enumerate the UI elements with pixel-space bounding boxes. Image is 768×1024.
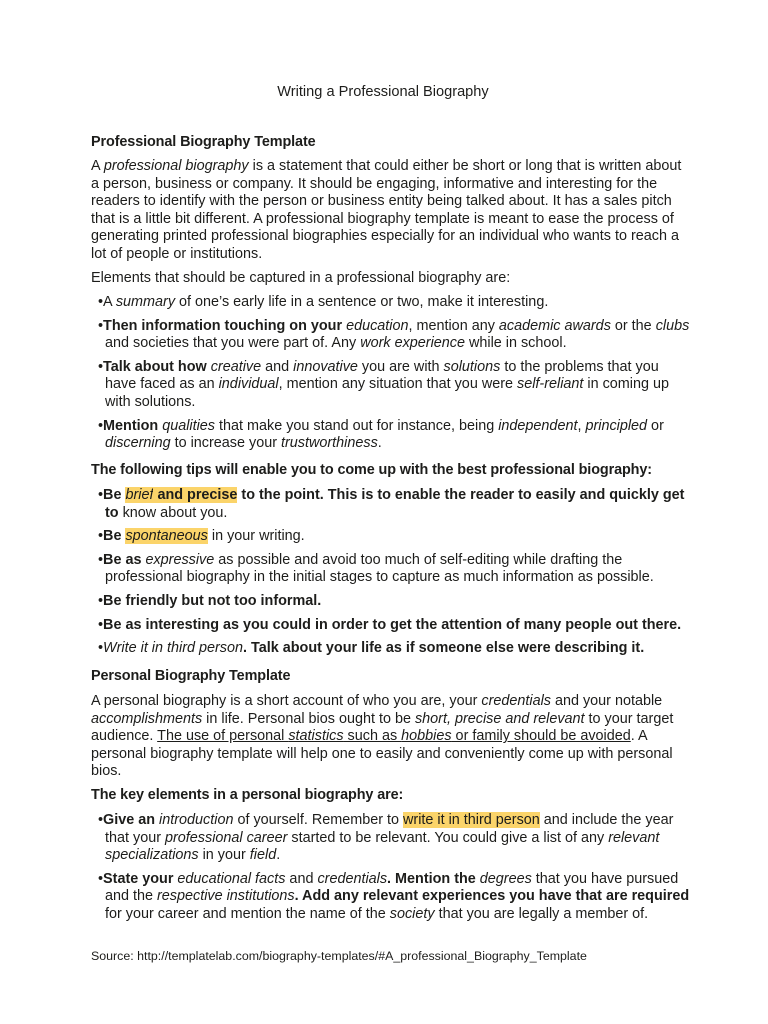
text-run: while in school. (464, 335, 567, 352)
professional-intro (91, 158, 691, 264)
text-run: The use of personal (157, 728, 289, 745)
text-run: started to be relevant. You could give a list of any (287, 829, 609, 846)
text-run: society (389, 905, 435, 922)
text-run: in life. Personal bios ought to be (202, 710, 415, 727)
text-run: is a statement that could either be short or long that is written about a person, business or company. It should be engaging, informative and interesting for the readers to identify with the person or business entity being talked about. It has a sales pitch that is a little bit different. A professional biography template is meant to ease the process of generating printed professional biographies especially for an individual who wants to reach a lot of people or institutions. (91, 158, 682, 262)
text-run: Be friendly but not too informal. (103, 592, 322, 609)
text-run: innovative (293, 358, 358, 375)
text-run: such as (343, 728, 402, 745)
text-run: professional biography (103, 158, 249, 174)
text-run: brief (125, 487, 154, 503)
bullet-icon: • (98, 592, 104, 609)
text-run: and societies that you were part of. Any (105, 335, 361, 352)
text-run: or family should be avoided (451, 728, 631, 745)
text-run: that make you stand out for instance, being (215, 417, 499, 434)
text-run: . Mention the (387, 870, 480, 887)
text-run: , mention any situation that you were (278, 376, 518, 393)
text-run: credentials (317, 870, 388, 887)
text-run: that you are legally a member of. (434, 905, 649, 922)
text-run: . Talk about your life as if someone else were describing it. (243, 640, 645, 657)
text-run: Then information touching on your (103, 317, 347, 334)
text-run: and (261, 358, 294, 375)
text-run: Give an (103, 812, 160, 828)
text-run: Talk about how (103, 358, 211, 375)
text-run: spontaneous (125, 528, 208, 545)
bullet-icon: • (98, 551, 104, 568)
text-run: to the point. This is to enable the reader to easily and quickly get to (105, 487, 685, 521)
bullet-icon: • (98, 317, 104, 334)
text-run: as possible and avoid too much of self-editing while drafting the professional biography in the initial stages to capture as much information as possible. (105, 551, 654, 586)
text-run: of one’s early life in a sentence or two, make it interesting. (175, 294, 549, 310)
text-run: write it in third person (403, 812, 540, 828)
text-run: education (346, 317, 409, 334)
list-item (91, 487, 691, 522)
list-item (91, 318, 691, 353)
text-run: in your writing. (207, 528, 305, 545)
list-item (91, 871, 691, 924)
text-run: know about you. (118, 504, 228, 521)
text-run: independent (498, 417, 578, 434)
text-run: accomplishments (91, 710, 203, 727)
text-run: Be (103, 487, 126, 503)
source-citation: Source: http://templatelab.com/biography-templates/#A_professional_Biography_Template (91, 949, 587, 963)
text-run: and (285, 870, 318, 887)
text-run: Be as interesting as you could in order to get the attention of many people out there. (103, 616, 682, 633)
text-run: self-reliant (517, 376, 584, 393)
text-run: degrees (479, 870, 532, 887)
text-run: in your (198, 847, 250, 864)
text-run: introduction (159, 812, 234, 828)
text-run: educational facts (177, 870, 286, 887)
text-run: or (647, 417, 664, 434)
bullet-icon: • (98, 528, 104, 545)
text-run: to increase your (170, 435, 281, 452)
list-item (91, 812, 691, 865)
bullet-icon: • (98, 640, 104, 657)
elements-intro: Elements that should be captured in a professional biography are: (91, 270, 511, 286)
text-run: discerning (105, 435, 171, 452)
text-run: statistics (288, 728, 344, 745)
text-run: . (377, 435, 382, 452)
personal-elements-list (91, 812, 691, 924)
key-elements-heading: The key elements in a personal biography are: (91, 787, 404, 803)
text-run: in coming up with solutions. (105, 376, 669, 410)
text-run: work experience (360, 335, 465, 352)
text-run: and your notable (550, 693, 663, 709)
text-run: . A personal biography template will help one to easily and conveniently come up with personal bios. (91, 728, 673, 780)
list-item (91, 294, 691, 312)
text-run: to the problems that you have faced as an (105, 358, 659, 393)
document-title: Writing a Professional Biography (277, 84, 489, 100)
text-run: and precise (153, 487, 238, 503)
text-run: professional career (165, 829, 288, 846)
text-run: qualities (162, 417, 216, 434)
personal-intro (91, 693, 691, 781)
list-item (91, 552, 691, 587)
list-item (91, 418, 691, 453)
list-item (91, 528, 691, 546)
text-run: academic awards (498, 317, 611, 334)
text-run: clubs (655, 317, 690, 334)
text-run: relevant specializations (105, 829, 660, 864)
text-run: principled (585, 417, 648, 434)
text-run: . Add any relevant experiences you have that are required (294, 888, 690, 905)
text-run: . (276, 847, 281, 864)
professional-elements-list (91, 294, 691, 453)
text-run: and include the year that your (105, 812, 674, 846)
text-run: , (577, 417, 586, 434)
text-run: State your (103, 870, 178, 887)
text-run: that you have pursued and the (105, 870, 679, 905)
text-run: creative (210, 358, 262, 375)
bullet-icon: • (98, 616, 104, 633)
text-run: expressive (145, 551, 215, 568)
text-run: you are with (357, 358, 444, 375)
section-heading-personal: Personal Biography Template (91, 668, 291, 684)
text-run: A (91, 158, 104, 174)
text-run: short, precise and relevant (414, 710, 585, 727)
text-run: credentials (481, 693, 551, 709)
tips-list (91, 487, 691, 658)
text-run: solutions (443, 358, 501, 375)
text-run: Mention (103, 417, 163, 434)
bullet-icon: • (98, 812, 104, 828)
text-run: to your target audience. (91, 710, 674, 745)
text-run: summary (115, 294, 176, 310)
text-run: field (249, 847, 277, 864)
bullet-icon: • (98, 358, 104, 375)
bullet-icon: • (98, 417, 104, 434)
text-run: for your career and mention the name of the (105, 905, 390, 922)
section-heading-professional: Professional Biography Template (91, 134, 316, 150)
bullet-icon: • (98, 870, 104, 887)
list-item (91, 593, 691, 611)
text-run: , mention any (408, 317, 499, 334)
bullet-icon: • (98, 294, 104, 310)
text-run: trustworthiness (281, 435, 378, 452)
text-run: A personal biography is a short account of who you are, your (91, 693, 482, 709)
text-run: respective institutions (157, 888, 295, 905)
text-run: A (103, 294, 116, 310)
list-item (91, 359, 691, 412)
list-item (91, 617, 691, 635)
bullet-icon: • (98, 487, 104, 503)
text-run: Be as (103, 551, 146, 568)
text-run: of yourself. Remember to (233, 812, 404, 828)
text-run: Write it in third person (103, 640, 244, 657)
list-item (91, 640, 691, 658)
text-run: Be (103, 528, 126, 545)
text-run: hobbies (401, 728, 452, 745)
text-run: individual (218, 376, 279, 393)
text-run: or the (610, 317, 656, 334)
tips-heading: The following tips will enable you to come up with the best professional biography: (91, 462, 652, 478)
